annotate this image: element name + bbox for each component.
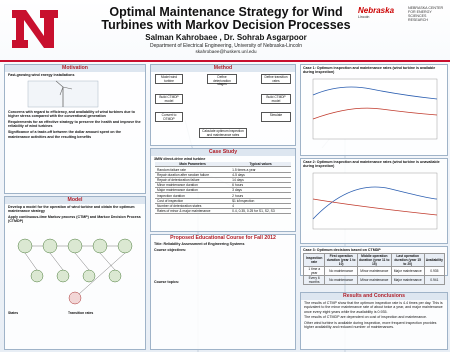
markov-model-diagram	[5, 226, 141, 306]
proposal-panel	[150, 234, 296, 350]
param-cell: Minor maintenance duration	[155, 183, 230, 188]
param-cell: Rates of minor & major maintenance	[155, 208, 230, 213]
table-cell: Minor maintenance	[357, 276, 391, 285]
unl-logo	[358, 6, 402, 24]
parameters-table	[155, 162, 291, 214]
method-box-3: Define transition rates	[261, 74, 291, 84]
case-study-subtitle: 3MW direct-drive wind turbine	[154, 157, 206, 161]
states-header: States	[8, 311, 19, 316]
case-study-title: Case Study	[151, 149, 295, 156]
param-cell: Repair of deterioration failure	[155, 177, 230, 182]
param-cell: Major maintenance duration	[155, 188, 230, 193]
value-cell: $1 k/Inspection	[230, 198, 291, 203]
transition-rates-header: Transition rates	[68, 311, 94, 316]
table-cell: Every 6 months	[304, 276, 325, 285]
course-title: Title: Reliability Assessment of Engineering Systems	[154, 242, 245, 246]
model-panel	[4, 196, 146, 350]
model-bullet-2: Apply continuous-time Markov process (CTMP) and Markov Decision Process (CTMDP)	[8, 215, 141, 224]
method-panel	[150, 64, 296, 146]
poster-title: Optimal Maintenance Strategy for Wind Turbines with Markov Decision Processes	[101, 5, 351, 32]
case1-panel	[300, 64, 448, 156]
unl-logo-text: Nebraska	[358, 6, 395, 15]
case1-chart	[301, 75, 441, 147]
values-column-header: Typical values	[230, 162, 291, 167]
unl-logo-sub: Lincoln	[358, 15, 370, 19]
poster-department: Department of Electrical Engineering, University of Nebraska-Lincoln	[149, 43, 302, 49]
param-cell: Inspection duration	[155, 193, 230, 198]
value-cell: 6 hours	[230, 183, 291, 188]
model-title: Model	[5, 197, 145, 204]
motivation-bullet-1: Fast-growing wind energy installations	[8, 73, 75, 77]
param-cell: Repair duration after random failure	[155, 172, 230, 177]
motivation-bullet-4: Significance of a trade-off between the dollar amount spent on the maintenance activities and the resulting benefits	[8, 130, 122, 139]
table-cell: Minor maintenance	[357, 267, 391, 276]
table-cell: 1 time a year	[304, 267, 325, 276]
value-cell: 14 days	[230, 177, 291, 182]
table-row	[304, 267, 445, 276]
table-cell: 0.941	[424, 276, 444, 285]
method-box-6: Convert to DTMDP	[155, 112, 183, 122]
param-cell: Cost of inspection	[155, 198, 230, 203]
objectives-title: Course objectives:	[154, 247, 187, 252]
table-cell: No maintenance	[325, 267, 358, 276]
case3-panel	[300, 246, 448, 284]
method-box-8: Simulate	[261, 112, 291, 122]
wind-turbine-figure	[8, 79, 138, 109]
results-bullet-2: The results of CTMDP are dependent on cost of inspection and maintenance.	[304, 315, 427, 320]
header-divider	[0, 60, 450, 62]
case3-col-header: Inspection rate	[304, 254, 325, 267]
results-bullet-3: Other wind turbine is available during inspection, more frequent inspection provides higher availability and reduced number of maintenances.	[304, 321, 437, 330]
param-cell: Number of deterioration states	[155, 203, 230, 208]
case3-col-header: Middle operation duration (year 11 to 15)	[359, 254, 390, 266]
motivation-bullet-3: Requirements for an effective strategy to preserve the health and improve the reliability of wind turbines	[8, 120, 141, 129]
poster-authors: Salman Kahrobaee , Dr. Sohrab Asgarpoor	[145, 33, 307, 42]
param-cell: Random failure rate	[155, 167, 230, 172]
value-cell: 4	[230, 203, 291, 208]
motivation-title: Motivation	[5, 65, 145, 72]
method-box-4: Build CTMDP model	[155, 94, 183, 104]
energy-center-logo: NEBRASKA CENTER FOR ENERGY SCIENCES RESEARCH	[408, 6, 444, 22]
table-cell: No maintenance	[325, 276, 358, 285]
motivation-bullet-2: Concerns with regard to efficiency, and availability of wind turbines due to higher stress compared with the conventional generation	[8, 110, 135, 119]
method-box-5: Build CTMDP model	[261, 94, 291, 104]
method-title: Method	[151, 65, 295, 72]
case-study-panel	[150, 148, 296, 232]
unl-n-logo	[6, 4, 64, 54]
results-panel	[300, 292, 448, 350]
value-cell: 4-5 days	[230, 172, 291, 177]
parameters-column-header: Main Parameters	[155, 162, 230, 167]
case3-col-header: Last operation duration (year 15 to 20)	[391, 254, 424, 267]
poster-email: skahrobaee@huskers.unl.edu	[195, 49, 257, 54]
topics-title: Course topics:	[154, 280, 180, 285]
table-row	[155, 208, 291, 213]
case3-caption: Case 3: Optimum decisions based on CTMDP	[303, 248, 381, 252]
method-box-1: Model wind turbine	[155, 74, 183, 84]
results-bullet-1: The results of CTMP show that the optimum inspection rate is 4.4 times per day. This is equivalent to the minor maintenance rate of about twice a year, and major maintenance once every eight years while the availability is 0.935.	[304, 301, 443, 314]
value-cell: 3 days	[230, 188, 291, 193]
model-bullet-1: Develop a model for the operation of wind turbine and obtain the optimum maintenance strategy	[8, 205, 135, 214]
proposal-title: Proposed Educational Course for Fall 2012	[170, 235, 276, 241]
table-cell: Major maintenance	[391, 276, 424, 285]
value-cell: 0.4, 0.35, 0.25 for S1, S2, S3	[230, 208, 291, 213]
results-title: Results and Conclusions	[301, 293, 447, 300]
case3-col-header: First operation duration (year 1 to 10)	[326, 254, 356, 266]
value-cell: 1.5 times a year	[230, 167, 291, 172]
case2-chart	[301, 169, 441, 235]
method-box-2: Define deterioration stages	[207, 74, 237, 84]
table-row	[304, 276, 445, 285]
case1-caption: Case 1: Optimum inspection and maintenance rates (wind turbine is available during inspection)	[303, 66, 436, 74]
case3-table	[303, 253, 445, 285]
table-cell: 0.935	[424, 267, 444, 276]
table-cell: Major maintenance	[391, 267, 424, 276]
value-cell: 2 hours	[230, 193, 291, 198]
case3-col-header: Availability	[424, 254, 444, 267]
case2-panel	[300, 158, 448, 244]
motivation-panel	[4, 64, 146, 194]
method-box-7: Calculate optimum inspection and maintenance rates	[199, 128, 247, 138]
case2-caption: Case 2: Optimum inspection and maintenance rates (wind turbine is unavailable during inspection)	[303, 160, 440, 168]
